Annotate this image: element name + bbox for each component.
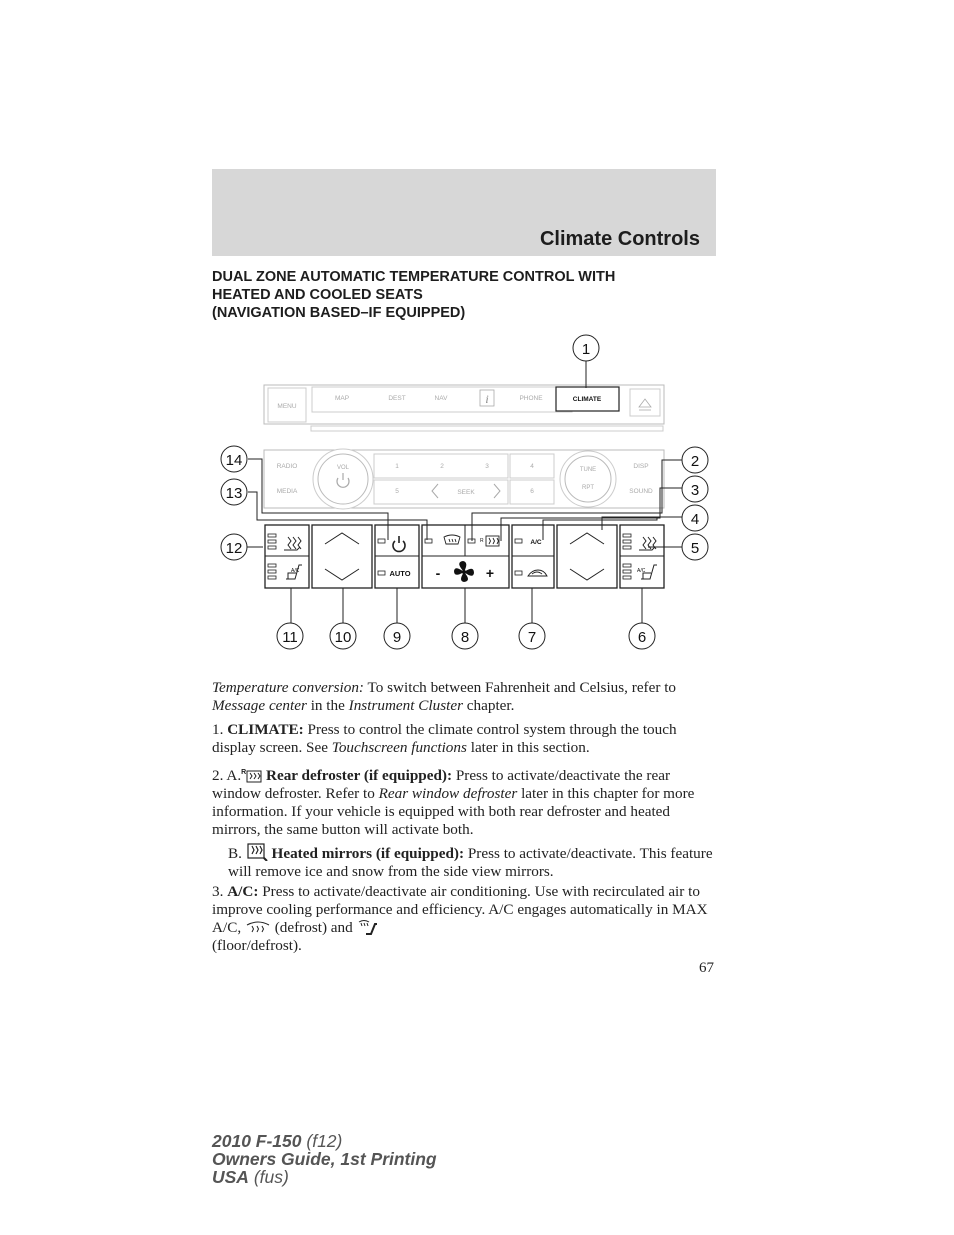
rear-window-defroster-ref: Rear window defroster	[378, 785, 518, 803]
item-number: 3.	[212, 883, 228, 900]
ac-button-label: A/C	[530, 539, 542, 546]
preset-3: 3	[485, 463, 489, 470]
preset-1: 1	[395, 463, 399, 470]
media-button-label: MEDIA	[276, 488, 298, 495]
page-number: 67	[699, 960, 714, 976]
dest-button-label: DEST	[388, 395, 406, 402]
preset-5: 5	[395, 488, 399, 495]
item-number: B.	[228, 845, 242, 862]
item-2a-paragraph	[212, 764, 718, 839]
nav-button-label: NAV	[434, 395, 448, 402]
item-text: Press to activate/deactivate. This feature will remove ice and snow from the side view mirrors.	[228, 845, 713, 880]
item-text: later in this chapter for more information. If your vehicle is equipped with both rear defroster and heated mirrors, the same button will activate both.	[212, 785, 695, 839]
radio-button-label: RADIO	[276, 463, 298, 470]
callout-11: 11	[282, 629, 298, 646]
climate-button-label: CLIMATE	[572, 396, 602, 403]
chapter-title: Climate Controls	[539, 228, 700, 250]
heated-mirror-icon	[246, 843, 268, 861]
floor-defrost-icon	[357, 919, 377, 935]
section-heading-line: DUAL ZONE AUTOMATIC TEMPERATURE CONTROL WITH	[212, 269, 616, 285]
item-text: later in this section.	[466, 739, 590, 756]
temperature-conversion-paragraph	[212, 679, 718, 715]
temp-conversion-label: Temperature conversion:	[212, 679, 364, 696]
callout-2: 2	[690, 453, 700, 470]
item-text: Press to activate/deactivate the rear window defroster. Refer to	[212, 767, 671, 803]
rear-defrost-r-label: R	[480, 538, 484, 544]
fan-plus-label: +	[485, 565, 495, 581]
vol-label: VOL	[336, 465, 350, 471]
item-label: CLIMATE:	[227, 721, 304, 738]
item-label: Heated mirrors (if equipped):	[271, 845, 465, 862]
item-text: (floor/defrost).	[212, 937, 302, 954]
item-number: 1.	[212, 721, 228, 738]
footer-guide: Owners Guide, 1st Printing	[212, 1149, 437, 1169]
audio-strip	[264, 449, 664, 509]
section-heading-line: HEATED AND COOLED SEATS	[212, 287, 423, 303]
preset-6: 6	[530, 488, 534, 495]
phone-button-label: PHONE	[519, 395, 543, 402]
section-heading	[212, 268, 716, 322]
callout-6: 6	[637, 629, 647, 646]
callout-9: 9	[392, 629, 402, 646]
item-label: A/C:	[227, 883, 259, 900]
info-button-label: i	[485, 392, 489, 406]
rear-defrost-icon	[246, 770, 262, 783]
map-button-label: MAP	[334, 395, 350, 402]
item-3-paragraph	[212, 883, 718, 955]
fan-minus-label: -	[435, 565, 441, 581]
callout-1: 1	[581, 341, 591, 358]
touchscreen-functions-ref: Touchscreen functions	[331, 739, 467, 756]
auto-button-label: AUTO	[389, 569, 411, 578]
seek-label: SEEK	[457, 489, 475, 496]
callout-5: 5	[690, 540, 700, 557]
climate-control-diagram	[212, 330, 716, 655]
temp-conversion-text: in the	[306, 697, 349, 714]
tune-label: TUNE	[579, 467, 597, 473]
footer-market: USA	[212, 1167, 249, 1187]
driver-temp-button	[312, 525, 372, 588]
item-2b-paragraph	[228, 843, 718, 881]
callout-7: 7	[527, 629, 537, 646]
item-label: Rear defroster (if equipped):	[265, 767, 453, 785]
defrost-icon	[245, 921, 271, 935]
callout-3: 3	[690, 482, 700, 499]
preset-2: 2	[440, 463, 444, 470]
instrument-cluster-ref: Instrument Cluster	[348, 697, 463, 714]
item-text: Press to activate/deactivate air conditioning. Use with recirculated air to improve cooling performance and efficiency. A/C engages automatically in MAX A/C,	[212, 883, 708, 936]
sound-button-label: SOUND	[629, 488, 653, 495]
passenger-temp-button	[557, 525, 617, 588]
seat-ac-label-right: A/C	[637, 568, 646, 574]
item-number: 2. A.	[212, 767, 242, 785]
seat-ac-label-left: A/C	[291, 568, 300, 574]
temp-conversion-text: chapter.	[463, 697, 515, 714]
callout-8: 8	[460, 629, 470, 646]
item-text: Press to control the climate control system through the touch display screen. See	[212, 721, 677, 756]
rear-r-label: R	[241, 769, 247, 776]
preset-4: 4	[530, 463, 534, 470]
menu-button-label: MENU	[277, 403, 297, 410]
callout-10: 10	[334, 629, 352, 646]
section-heading-line: (NAVIGATION BASED–IF EQUIPPED)	[212, 305, 466, 321]
message-center-ref: Message center	[212, 697, 307, 714]
callout-13: 13	[225, 485, 243, 502]
nav-strip	[264, 385, 664, 431]
callout-12: 12	[225, 540, 243, 557]
climate-strip	[265, 525, 664, 588]
rpt-label: RPT	[582, 485, 594, 491]
item-text: (defrost) and	[274, 919, 353, 936]
footer-market-code: (fus)	[248, 1167, 289, 1187]
item-1-paragraph	[212, 721, 718, 757]
disp-button-label: DISP	[633, 463, 649, 470]
callout-14: 14	[225, 452, 243, 469]
chapter-header-band	[212, 169, 716, 256]
callout-4: 4	[690, 511, 700, 528]
footer-model: 2010 F-150	[212, 1131, 302, 1151]
temp-conversion-text: To switch between Fahrenheit and Celsius, refer to	[364, 679, 677, 696]
footer-code: (f12)	[301, 1131, 343, 1151]
document-footer	[212, 1132, 437, 1186]
